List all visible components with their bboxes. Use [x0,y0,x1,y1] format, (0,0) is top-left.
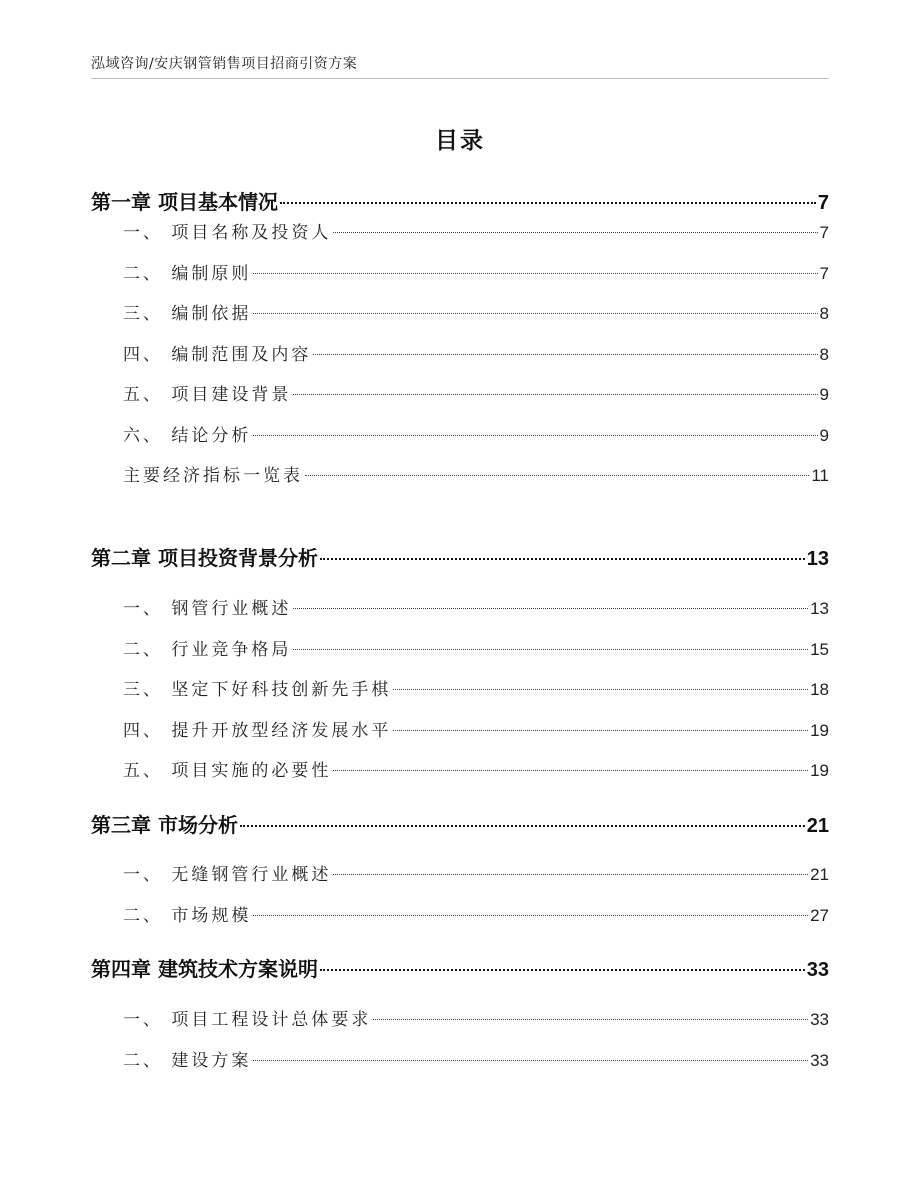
toc-entry-label: 四、 编制范围及内容 [123,345,312,365]
dot-leader [293,394,817,395]
toc-section-entry[interactable] [91,299,829,324]
toc-entry-label: 五、 项目实施的必要性 [123,761,332,781]
dot-leader [333,770,808,771]
dot-leader [393,730,808,731]
toc-entry-label: 第三章 市场分析 [91,813,238,837]
toc-section-entry[interactable] [91,1046,829,1071]
toc-section-entry[interactable] [91,218,829,243]
toc-page-number: 21 [810,865,829,884]
toc-page-number: 8 [819,345,829,364]
running-header: 泓域咨询/安庆钢管销售项目招商引资方案 [91,56,358,72]
dot-leader [293,649,808,650]
toc-entry-label: 一、 钢管行业概述 [123,599,292,619]
toc-section-entry[interactable] [91,716,829,741]
toc-page-number: 33 [810,1051,829,1070]
toc-entry-label: 一、 项目工程设计总体要求 [123,1010,372,1030]
toc-page-number: 21 [806,815,829,837]
toc-page-number: 27 [810,906,829,925]
toc-page-number: 19 [810,721,829,740]
toc-section-entry[interactable] [91,259,829,284]
toc-entry-label: 一、 无缝钢管行业概述 [123,865,332,885]
toc-page-number: 33 [806,959,829,981]
toc-section-entry[interactable] [91,756,829,781]
dot-leader [253,273,817,274]
dot-leader [373,1019,808,1020]
header-divider [91,78,829,79]
toc-section-entry[interactable] [91,421,829,446]
toc-page-number: 9 [819,385,829,404]
toc-entry-label: 五、 项目建设背景 [123,385,292,405]
toc-entry-label: 二、 建设方案 [123,1051,252,1071]
toc-page-number: 15 [810,640,829,659]
dot-leader [253,915,808,916]
dot-leader [333,232,817,233]
toc-page-number: 13 [806,548,829,570]
dot-leader [320,558,805,560]
toc-entry-label: 二、 行业竞争格局 [123,640,292,660]
toc-section-entry[interactable] [91,860,829,885]
dot-leader [240,825,805,827]
toc-entry-label: 第一章 项目基本情况 [91,190,278,214]
toc-entry-label: 三、 编制依据 [123,304,252,324]
toc-page-number: 7 [819,223,829,242]
toc-chapter-entry[interactable] [91,186,829,215]
dot-leader [313,354,817,355]
dot-leader [305,475,809,476]
toc-entry-label: 三、 坚定下好科技创新先手棋 [123,680,392,700]
toc-entry-label: 第二章 项目投资背景分析 [91,546,318,570]
toc-section-entry[interactable] [91,901,829,926]
toc-section-entry[interactable] [91,461,829,486]
toc-chapter-entry[interactable] [91,953,829,982]
toc-chapter-entry[interactable] [91,542,829,571]
toc-section-entry[interactable] [91,594,829,619]
toc-section-entry[interactable] [91,1005,829,1030]
toc-entry-label: 二、 编制原则 [123,264,252,284]
dot-leader [393,689,808,690]
toc-page-number: 11 [811,466,829,485]
toc-entry-label: 四、 提升开放型经济发展水平 [123,721,392,741]
toc-page-number: 18 [810,680,829,699]
toc-entry-label: 第四章 建筑技术方案说明 [91,957,318,981]
dot-leader [333,874,808,875]
dot-leader [293,608,808,609]
toc-entry-label: 六、 结论分析 [123,426,252,446]
toc-page-number: 33 [810,1010,829,1029]
toc-page-number: 19 [810,761,829,780]
dot-leader [253,435,817,436]
toc-page-number: 7 [819,264,829,283]
dot-leader [320,969,805,971]
toc-section-entry[interactable] [91,675,829,700]
dot-leader [253,1060,808,1061]
toc-page-number: 9 [819,426,829,445]
page-title: 目录 [435,128,485,154]
toc-entry-label: 主要经济指标一览表 [123,466,303,486]
toc-section-entry[interactable] [91,340,829,365]
dot-leader [253,313,817,314]
toc-entry-label: 一、 项目名称及投资人 [123,223,332,243]
toc-chapter-entry[interactable] [91,809,829,838]
toc-section-entry[interactable] [91,380,829,405]
toc-section-entry[interactable] [91,635,829,660]
toc-page-number: 7 [817,192,829,214]
toc-page-number: 8 [819,304,829,323]
toc-page-number: 13 [810,599,829,618]
dot-leader [280,202,816,204]
toc-entry-label: 二、 市场规模 [123,906,252,926]
